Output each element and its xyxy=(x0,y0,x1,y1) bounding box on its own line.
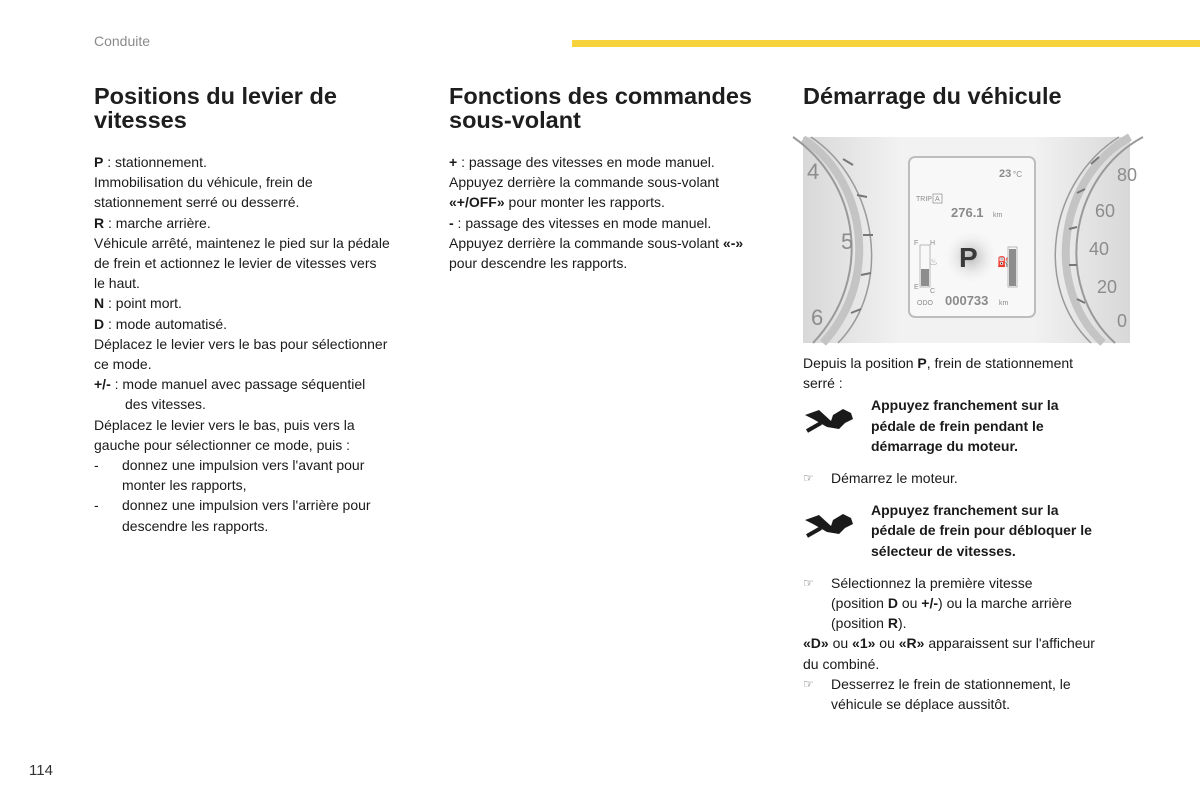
text-line: Déplacez le levier vers le bas, puis vers la xyxy=(94,416,355,433)
text-line: Depuis la position P, frein de stationnement xyxy=(803,355,1074,371)
text-line: (position D ou +/-) ou la marche arrière xyxy=(831,595,1072,612)
speed-label: 0 xyxy=(1117,311,1128,331)
column-steering-controls xyxy=(449,84,779,273)
gauge-label-full: F xyxy=(914,240,919,247)
section-label: Conduite xyxy=(94,33,151,49)
instruction-brake-start xyxy=(803,395,1133,456)
odometer-value: 000733 xyxy=(945,293,989,308)
gauge-label-cold: C xyxy=(930,288,936,295)
text-line: véhicule se déplace aussitôt. xyxy=(831,696,1010,713)
speed-label: 20 xyxy=(1097,277,1118,297)
text-line: Appuyez derrière la commande sous-volant xyxy=(449,174,720,191)
temperature-value: 23 xyxy=(999,168,1012,180)
fuel-gauge-fill xyxy=(921,269,929,286)
text-line: D : mode automatisé. xyxy=(94,315,228,332)
instruction-text: Appuyez franchement sur la pédale de frein pour débloquer le sélecteur de vitesses. xyxy=(871,502,1092,559)
rpm-label: 6 xyxy=(811,305,824,330)
text-line: du combiné. xyxy=(803,655,880,672)
trip-letter: A xyxy=(935,196,940,203)
text-line: ce mode. xyxy=(94,356,152,373)
odometer-label: ODO xyxy=(917,300,933,307)
page-number: 114 xyxy=(29,762,53,779)
rpm-label: 4 xyxy=(807,159,820,184)
coolant-icon: ♨ xyxy=(929,257,938,268)
list-item: - donnez une impulsion vers l'avant pour xyxy=(94,457,365,474)
text-line: serré : xyxy=(803,375,843,392)
trip-value: 276.1 xyxy=(951,205,984,220)
list-item: ☞ Desserrez le frein de stationnement, le xyxy=(803,674,1133,694)
temperature-unit: °C xyxy=(1013,170,1022,179)
column-gear-positions xyxy=(94,84,424,536)
vehicle-start-text xyxy=(803,353,1133,714)
pointing-hand-icon: ☞ xyxy=(803,471,814,486)
text-line: P : stationnement. xyxy=(94,154,207,170)
text-line: Déplacez le levier vers le bas pour sélectionner xyxy=(94,335,388,352)
text-line: R : marche arrière. xyxy=(94,214,211,231)
text-line: +/- : mode manuel avec passage séquentiel xyxy=(94,376,366,393)
gear-positions-text xyxy=(94,152,424,536)
text-line: des vitesses. xyxy=(125,396,206,413)
text-line: stationnement serré ou desserré. xyxy=(94,194,300,211)
list-item: ☞ Démarrez le moteur. xyxy=(803,468,1133,488)
rpm-label: 5 xyxy=(841,229,854,254)
text-line: «D» ou «1» ou «R» apparaissent sur l'afficheur xyxy=(803,635,1095,652)
speed-label: 40 xyxy=(1089,239,1110,259)
text-line: monter les rapports, xyxy=(122,477,247,494)
heading-steering-controls: Fonctions des commandes sous-volant xyxy=(449,83,752,133)
trip-unit: km xyxy=(993,212,1003,219)
brake-pedal-icon xyxy=(803,395,871,440)
list-item: - donnez une impulsion vers l'arrière pour xyxy=(94,497,371,514)
pointing-hand-icon: ☞ xyxy=(803,676,814,691)
list-item: ☞ Sélectionnez la première vitesse xyxy=(803,573,1133,593)
trip-label: TRIP xyxy=(916,196,932,203)
header-accent-bar xyxy=(572,40,1200,47)
gear-indicator: P xyxy=(959,242,978,273)
text-line: Appuyez derrière la commande sous-volant «-» xyxy=(449,234,744,251)
text-line: Immobilisation du véhicule, frein de xyxy=(94,174,313,191)
text-line: (position R). xyxy=(831,615,907,632)
fuel-pump-icon: ⛽ xyxy=(997,257,1010,268)
text-line: Véhicule arrêté, maintenez le pied sur la pédale xyxy=(94,234,390,251)
heading-vehicle-start: Démarrage du véhicule xyxy=(803,83,1062,109)
text-line: le haut. xyxy=(94,275,140,292)
pointing-hand-icon: ☞ xyxy=(803,575,814,590)
speed-label: 60 xyxy=(1095,201,1116,221)
heading-gear-positions: Positions du levier de vitesses xyxy=(94,83,337,133)
odometer-unit: km xyxy=(999,300,1009,307)
text-line: N : point mort. xyxy=(94,295,182,312)
temp-gauge-fill xyxy=(1009,249,1016,286)
text-line: - : passage des vitesses en mode manuel. xyxy=(449,214,712,231)
instruction-brake-unlock xyxy=(803,500,1133,561)
gauge-label-hot: H xyxy=(930,240,936,247)
text-line: pour descendre les rapports. xyxy=(449,255,628,272)
instruction-text: Appuyez franchement sur la pédale de frein pendant le démarrage du moteur. xyxy=(871,397,1059,454)
steering-controls-text xyxy=(449,152,779,273)
instrument-cluster-image xyxy=(803,137,1138,343)
text-line: de frein et actionnez le levier de vitesses vers xyxy=(94,255,377,272)
column-vehicle-start xyxy=(803,83,1138,714)
text-line: «+/OFF» pour monter les rapports. xyxy=(449,194,665,211)
text-line: gauche pour sélectionner ce mode, puis : xyxy=(94,436,351,453)
text-line: + : passage des vitesses en mode manuel. xyxy=(449,154,715,170)
gauge-label-empty: E xyxy=(914,284,919,291)
multifunction-display xyxy=(909,157,1035,317)
brake-pedal-icon xyxy=(803,500,871,545)
speed-label: 80 xyxy=(1117,165,1138,185)
text-line: descendre les rapports. xyxy=(122,517,269,534)
